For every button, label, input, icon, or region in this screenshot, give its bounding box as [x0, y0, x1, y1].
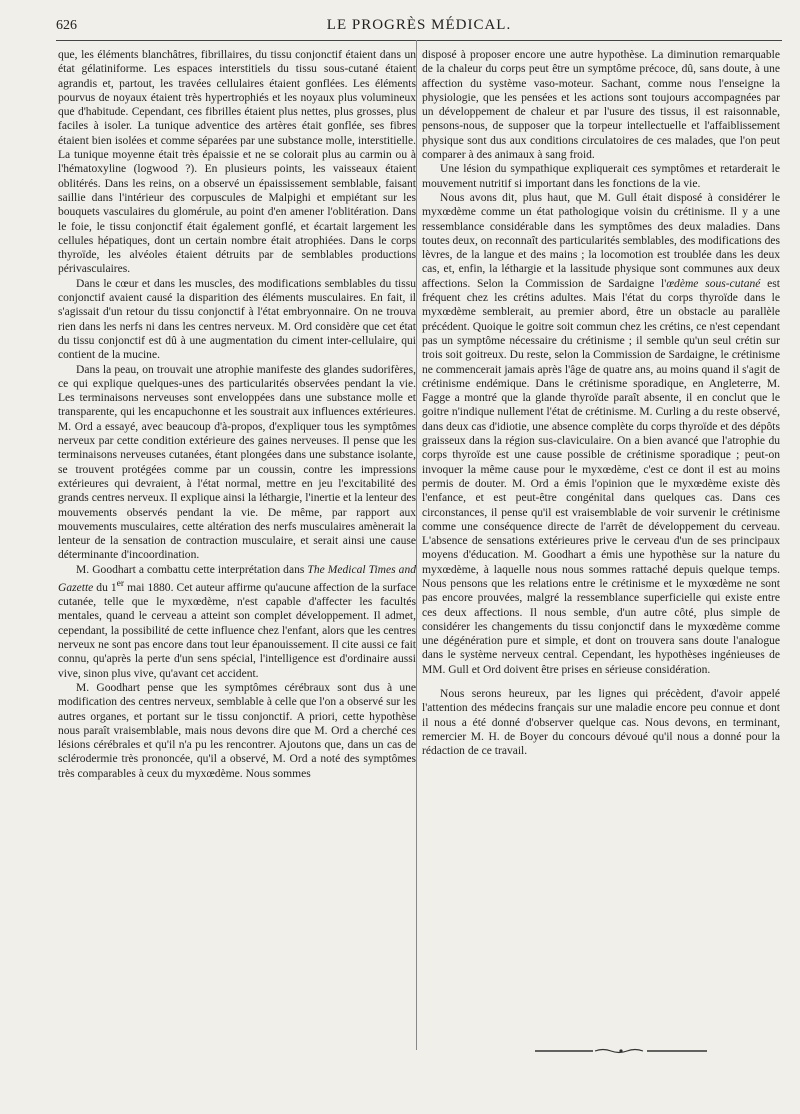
end-ornament — [535, 1048, 707, 1054]
journal-title: The Medical Times and Gazette — [58, 563, 416, 594]
paragraph-skin: Dans la peau, on trouvait une atrophie manifeste des glandes sudorifères, ce qui explique quelques-unes des particularités observées pendant la vie. Les terminaisons nerveuses sont enveloppées dans une substance molle et transparente, qui les encapuchonne et les soustrait aux influences extérieures. M. Ord a essayé, avec beaucoup d'à-propos, d'expliquer tous les symptômes nerveux par cette condition extérieure des gaines nerveuses. Il pense que les terminaisons nerveuses cutanées, étant plongées dans une substance isolante, se trouvent protégées comme par un coussin, contre les impressions extérieures qui devraient, à l'état normal, mettre en jeu l'excitabilité des grands centres nerveux. Il explique ainsi la léthargie, l'inertie et la lenteur des mouvements observés pendant la vie. De même, par rapport aux mouvements musculaires, cette altération des nerfs musculaires amènerait la lenteur de la sensation de contraction musculaire, et serait ainsi une cause déterminante d'incoordination. — [58, 363, 416, 562]
paragraph-conclusion: Nous serons heureux, par les lignes qui précèdent, d'avoir appelé l'attention des médecins français sur une maladie encore peu connue et dont il nous a été donné d'observer quelque cas. Nous devons, en terminant, remercier M. H. de Boyer du concours dévoué qu'il nous a donné pour la rédaction de ce travail. — [422, 688, 780, 758]
paragraph-histology: que, les éléments blanchâtres, fibrillaires, du tissu conjonctif étaient dans un état gélatiniforme. Les espaces interstitiels du tissu sous-cutané étaient agrandis et, partout, les travées cellulaires étaient gonflées. Les éléments pourvus de noyaux étaient très hypertrophiés et les noyaux plus volumineux que d'habitude. Cependant, ces fibrilles étaient plus nettes, plus grosses, plus faciles à isoler. La tunique adventice des artères était gonflée, ses fibres étaient bien isolées et comme séparées par une substance molle, interstitielle. La tunique moyenne était très épaissie et ne se colorait plus au carmin ou à l'hématoxyline (logwood ?). En plusieurs points, les vaisseaux étaient oblitérés. Dans les reins, on a observé un épaississement semblable, faisant saillie dans l'intérieur des corpuscules de Malpighi et empiétant sur les bouquets vasculaires du glomérule, au point d'en amener l'oblitération. Dans le foie, le tissu conjonctif était également gonflé, et écartait largement les cellules hépatiques, dont un certain nombre était atrophiées. Dans le corps thyroïde, les alvéoles étaient détruits par de semblables productions périvasculaires. — [58, 49, 416, 276]
column-divider — [416, 40, 417, 1050]
running-title: LE PROGRÈS MÉDICAL. — [326, 17, 512, 33]
right-column — [422, 48, 780, 759]
page-number: 626 — [56, 18, 77, 33]
paragraph-sympathetic: Une lésion du sympathique expliquerait ces symptômes et retarderait le mouvement nutritif si important dans les fonctions de la vie. — [422, 163, 780, 190]
paragraph-hypothesis: disposé à proposer encore une autre hypothèse. La diminution remarquable de la chaleur du corps peut être un symptôme précoce, dû, sans doute, à une affection du système vaso-moteur. Sachant, comme nous l'enseigne la physiologie, que les pensées et les actions sont toujours accompagnées par un développement de chaleur et par l'usure des tissus, il est raisonnable, pensons-nous, de supposer que la torpeur intellectuelle et l'affaiblissement physique sont dus aux conditions circulatoires de ces malades, que l'on peut comparer à des animaux à sang froid. — [422, 49, 780, 162]
paragraph-cretinism: Nous avons dit, plus haut, que M. Gull était disposé à considérer le myxœdème comme un état pathologique voisin du crétinisme. Il y a une ressemblance considérable dans les symptômes des deux maladies. Dans toutes deux, on reconnaît des particularités semblables, des modifications des lèvres, de la langue et des mains ; la locomotion est troublée dans les deux cas, et, enfin, la léthargie et la lassitude physique sont communes aux deux affections. Selon la Commission de Sardaigne l'œdème sous-cutané est fréquent chez les crétins adultes. Mais l'état du corps thyroïde dans le myxœdème semblerait, au premier abord, être un obstacle au parallèle précédent. Quoique le goitre soit commun chez les crétins, ce n'est cependant pas un symptôme nécessaire du crétinisme ; il semble qu'un seul crétin sur trois soit goitreux. Du reste, selon la Commission de Sardaigne, le crétinisme ne commencerait jamais après l'âge de quatre ans, au moins quand il s'agit de crétinisme endémique. Dans le crétinisme sporadique, en Angleterre, M. Fagge a montré que la glande thyroïde paraît absente, il en conclut que le goitre n'indique nullement l'état de crétinisme. M. Curling a du reste observé, dans deux cas d'idiotie, une absence complète du corps thyroïde et des dépôts graisseux dans la région sus-claviculaire. On a bien avancé que l'atrophie du corps thyroïde est une cause possible de crétinisme sporadique ; peut-on invoquer la même cause pour le myxœdème, c'est ce dont il est au moins permis de douter. M. Ord a émis l'opinion que le myxœdème existe dès l'enfance, et est peut-être congénital dans quelques cas. Dans ces circonstances, il pense qu'il est vraisemblable de voir survenir le crétinisme comme une conséquence directe de l'arrêt de développement du cerveau. L'absence de sensations extérieures prive le cerveau d'un de ses principaux moyens d'éducation. M. Goodhart a émis une hypothèse sur la nature du myxœdème, à laquelle nous nous sommes rattaché depuis quelque temps. Nous pensons que les relations entre le crétinisme et le myxœdème ne sont pas encore prouvées, malgré la ressemblance superficielle qui existe entre ces deux affections. Il nous semble, d'un autre côté, plus simple de considérer les changements du tissu conjonctif dans le myxœdème comme une dégénération pure et simple, et dont on trouvera sans doute l'analogue dans le système nerveux central. Cependant, les hypothèses ingénieuses de MM. Gull et Ord doivent être prises en sérieuse considération. — [422, 191, 781, 676]
paragraph-goodhart: M. Goodhart a combattu cette interprétation dans The Medical Times and Gazette du 1er mai 1880. Cet auteur affirme qu'aucune affection de la surface cutanée, telle que le myxœdème, n'est capable d'affecter les facultés mentales, quand le cerveau a atteint son complet développement. Il admet, cependant, la possibilité de cette influence chez l'enfant, alors que les centres nerveux ne sont pas encore dans tout leur épanouissement. Il cite aussi ce fait connu, qu'après la perte d'un sens spécial, l'intelligence est d'ordinaire aussi vive, sinon plus vive, qu'avant cet accident. — [58, 563, 417, 680]
paragraph-cerebral-symptoms: M. Goodhart pense que les symptômes cérébraux sont dus à une modification des centres nerveux, semblable à celle que l'on a observé sur les autres organes, et portant sur le tissu conjonctif. A priori, cette hypothèse nous paraît vraisemblable, mais nous devons dire que M. Ord a cherché ces lésions cérébrales et qu'il n'a pu les rencontrer. Ajoutons que, dans un cas de sclérodermie très prononcée, qu'il a observé, M. Ord a noté des symptômes très comparables à ceux du myxœdème. Nous sommes — [58, 681, 416, 780]
left-column — [58, 48, 416, 781]
italic-term: œdème sous-cutané — [666, 277, 761, 290]
paragraph-heart-muscles: Dans le cœur et dans les muscles, des modifications semblables du tissu conjonctif avaient causé la disparition des éléments musculaires. En fait, il s'agissait d'un retour du tissu conjonctif à l'état embryonnaire. On ne trouva rien dans les nerfs ni dans les centres nerveux. M. Ord considère que cet état du tissu conjonctif est dû à une augmentation du ciment inter-cellulaire, qui contient de la mucine. — [58, 277, 416, 362]
page-header — [56, 14, 782, 41]
